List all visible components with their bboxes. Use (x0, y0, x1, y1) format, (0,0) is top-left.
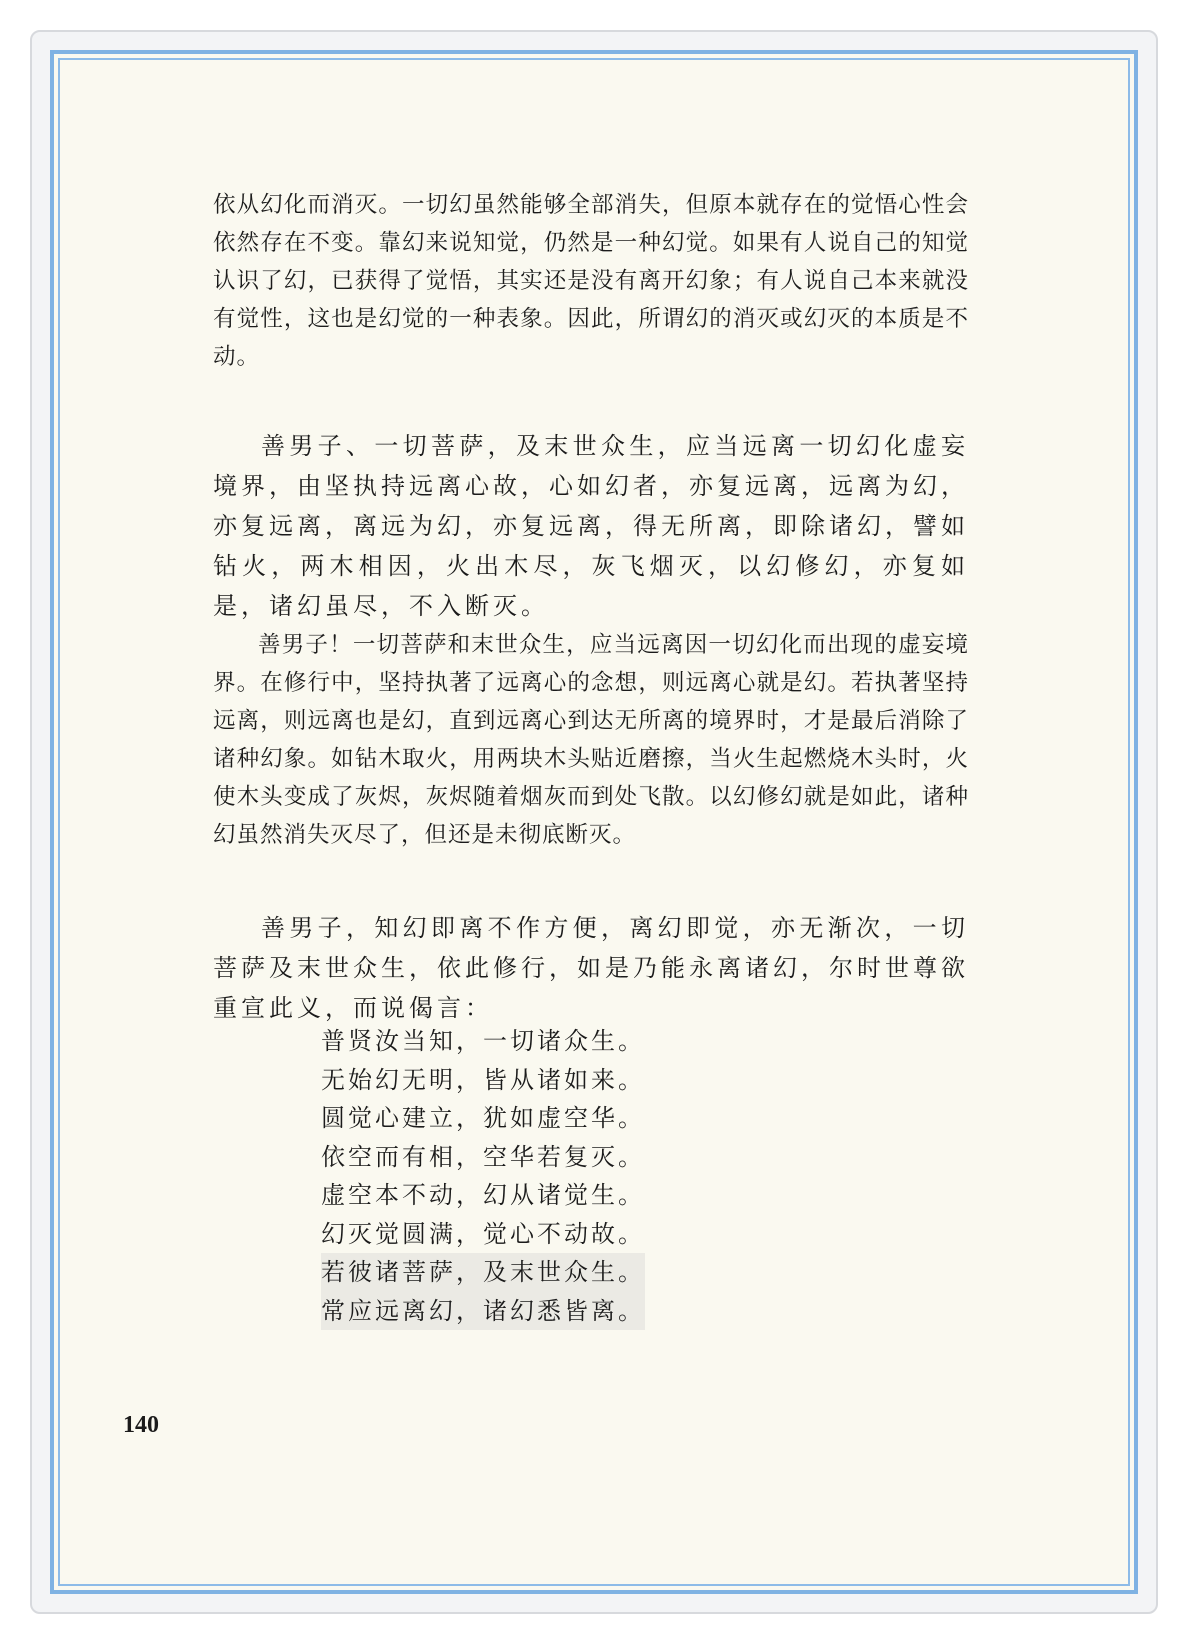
sutra-paragraph: 善男子、一切菩萨，及末世众生，应当远离一切幻化虚妄境界，由坚执持远离心故，心如幻者，亦复远离，远离为幻，亦复远离，离远为幻，亦复远离，得无所离，即除诸幻，譬如钻火，两木相因，火出木尽，灰飞烟灭，以幻修幻，亦复如是，诸幻虽尽，不入断灭。 (213, 432, 969, 620)
verse-line: 无始幻无明，皆从诸如来。 (321, 1065, 645, 1094)
verse-block (321, 1022, 969, 1330)
verse-line: 普贤汝当知，一切诸众生。 (321, 1027, 645, 1055)
translation-paragraph: 善男子！一切菩萨和末世众生，应当远离因一切幻化而出现的虚妄境界。在修行中，坚持执著了远离心的念想，则远离心就是幻。若执著坚持远离，则远离也是幻，直到远离心到达无所离的境界时，才是最后消除了诸种幻象。如钻木取火，用两块木头贴近磨擦，当火生起燃烧木头时，火使木头变成了灰烬，灰烬随着烟灰而到处飞散。以幻修幻就是如此，诸种幻虽然消失灭尽了，但还是未彻底断灭。 (213, 632, 969, 848)
verse-line: 常应远离幻，诸幻悉皆离。 (321, 1292, 645, 1331)
sutra-paragraph: 善男子，知幻即离不作方便，离幻即觉，亦无渐次，一切菩萨及末世众生，依此修行，如是乃能永离诸幻，尔时世尊欲重宣此义，而说偈言： (213, 914, 969, 1022)
verse-line: 虚空本不动，幻从诸觉生。 (321, 1181, 645, 1209)
verse-line: 圆觉心建立，犹如虚空华。 (321, 1104, 645, 1132)
verse-line: 若彼诸菩萨，及末世众生。 (321, 1253, 645, 1292)
verse-line: 幻灭觉圆满，觉心不动故。 (321, 1219, 645, 1248)
verse-line: 依空而有相，空华若复灭。 (321, 1142, 645, 1171)
page-number: 140 (123, 1412, 159, 1438)
translation-paragraph: 依从幻化而消灭。一切幻虽然能够全部消失，但原本就存在的觉悟心性会依然存在不变。靠幻来说知觉，仍然是一种幻觉。如果有人说自己的知觉认识了幻，已获得了觉悟，其实还是没有离开幻象；有人说自己本来就没有觉性，这也是幻觉的一种表象。因此，所谓幻的消灭或幻灭的本质是不动。 (213, 192, 969, 370)
